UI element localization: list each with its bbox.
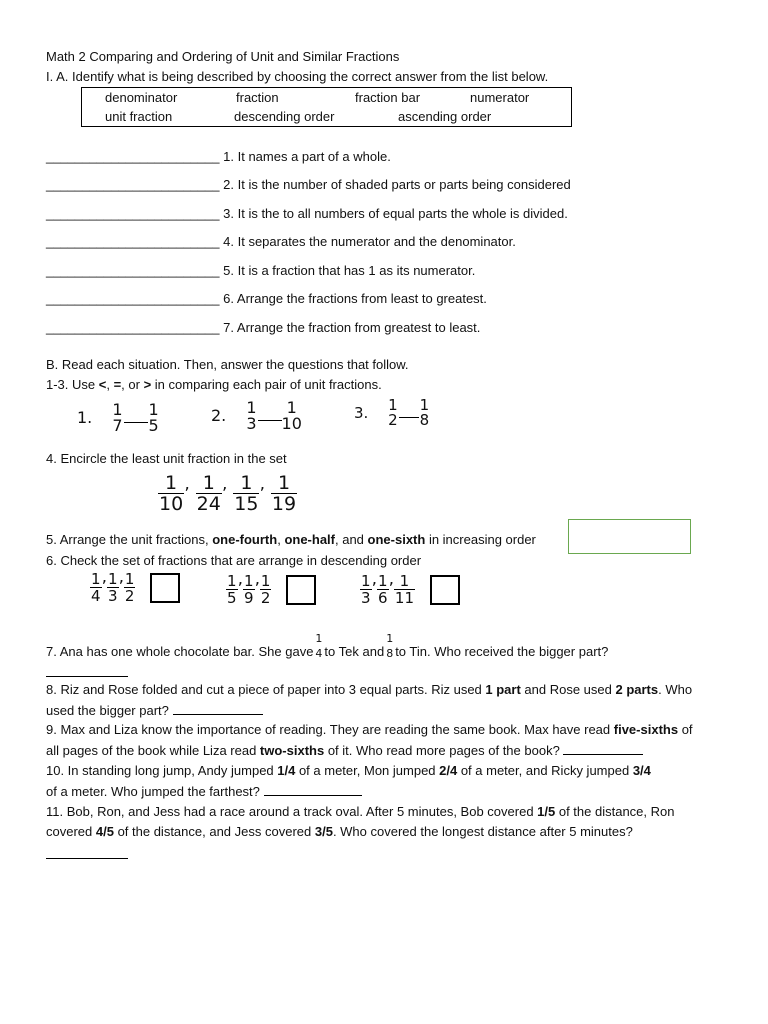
part-a-item-7 — [46, 320, 480, 335]
question-8-line-2: used the bigger part? — [46, 702, 263, 718]
denominator: 7 — [112, 416, 123, 435]
fraction[interactable]: $\frac{1}{24}$ — [196, 472, 221, 515]
numerator: 1 — [112, 400, 123, 419]
q6-checkbox-1[interactable] — [150, 573, 180, 603]
word-bank-item: ascending order — [398, 109, 492, 124]
answer-blank[interactable]: ________________________ — [46, 177, 220, 192]
answer-blank[interactable]: ________________________ — [46, 234, 220, 249]
part-a-item-5 — [46, 263, 475, 278]
q6-set-1: $\frac{1}{4}$ ’ $\frac{1}{3}$ ’ $\frac{1}{2}$ — [90, 572, 180, 604]
question-11-line-2: covered 4/5 of the distance, and Jess covered 3/5. Who covered the longest distance after 5 minutes? — [46, 824, 633, 839]
item-text: 2. It is the number of shaded parts or parts being considered — [223, 177, 571, 192]
answer-blank[interactable]: ________________________ — [46, 263, 220, 278]
fraction-one-fourth: 1 4 — [315, 632, 323, 660]
word-bank-item: fraction — [236, 90, 279, 105]
answer-blank[interactable]: ________________________ — [46, 149, 220, 164]
q9-answer-blank[interactable] — [563, 742, 643, 755]
question-7: 7. Ana has one whole chocolate bar. She gave 1 4 to Tek and 1 8 to Tin. Who received the bigger part? — [46, 632, 609, 660]
worksheet-title: Math 2 Comparing and Ordering of Unit and Similar Fractions — [46, 49, 400, 64]
word-bank-item: denominator — [105, 90, 178, 105]
question-9-line-2: all pages of the book while Liza read two-sixths of it. Who read more pages of the book? — [46, 742, 643, 758]
question-9: 9. Max and Liza know the importance of reading. They are reading the same book. Max have read five-sixths of — [46, 722, 693, 737]
question-11: 11. Bob, Ron, and Jess had a race around a track oval. After 5 minutes, Bob covered 1/5 of the distance, Ron — [46, 804, 675, 819]
part-a-item-4 — [46, 234, 516, 249]
q7-answer-blank[interactable] — [46, 662, 128, 680]
numerator: 1 — [246, 398, 257, 417]
answer-blank[interactable]: ________________________ — [46, 320, 220, 335]
compare-item-1: 1. 1 7 1 5 — [77, 400, 159, 435]
numerator: 1 — [286, 398, 297, 417]
compare-item-2: 2. 1 3 1 10 — [211, 398, 302, 433]
item-text: 5. It is a fraction that has 1 as its numerator. — [223, 263, 476, 278]
compare-item-3: 3. 1 2 1 8 — [354, 396, 430, 429]
comparison-blank[interactable] — [399, 417, 419, 418]
question-5: 5. Arrange the unit fractions, one-fourth, one-half, and one-sixth in increasing order — [46, 532, 536, 547]
denominator: 10 — [281, 414, 302, 433]
answer-blank[interactable]: ________________________ — [46, 206, 220, 221]
numerator: 1 — [148, 400, 159, 419]
numerator: 1 — [388, 396, 398, 414]
q11-answer-blank[interactable] — [46, 846, 128, 862]
comparison-blank[interactable] — [124, 422, 148, 423]
part-a-item-1 — [46, 149, 391, 164]
question-8: 8. Riz and Rose folded and cut a piece of paper into 3 equal parts. Riz used 1 part and Rose used 2 parts. Who — [46, 682, 693, 697]
part-a-item-3 — [46, 206, 568, 221]
part-a-instruction: I. A. Identify what is being described by choosing the correct answer from the list below. — [46, 69, 549, 84]
fraction[interactable]: $\frac{1}{15}$ — [234, 472, 259, 515]
word-bank-item: unit fraction — [105, 109, 173, 124]
fraction[interactable]: $\frac{1}{19}$ — [271, 472, 297, 515]
question-4: 4. Encircle the least unit fraction in the set — [46, 451, 287, 466]
q5-answer-box[interactable] — [568, 519, 691, 554]
numerator: 1 — [419, 396, 430, 414]
answer-blank[interactable]: ________________________ — [46, 291, 220, 306]
fraction-one-eighth: 1 8 — [386, 632, 394, 660]
denominator: 8 — [419, 411, 430, 429]
item-text: 6. Arrange the fractions from least to greatest. — [223, 291, 487, 306]
part-a-item-2 — [46, 177, 571, 192]
q4-fraction-set: $\frac{1}{10}$ ’ $\frac{1}{24}$ ’ $\frac{1}{15}$ ’ $\frac{1}{19}$ — [159, 472, 297, 515]
question-10-line-2: of a meter. Who jumped the farthest? — [46, 783, 362, 799]
q10-answer-blank[interactable] — [264, 783, 362, 796]
q6-checkbox-2[interactable] — [286, 575, 316, 605]
part-b-instruction: B. Read each situation. Then, answer the questions that follow. — [46, 357, 409, 372]
q6-checkbox-3[interactable] — [430, 575, 460, 605]
q6-set-3: $\frac{1}{3}$ ’ $\frac{1}{6}$ ’ $\frac{1}{11}$ — [360, 574, 460, 606]
part-a-item-6 — [46, 291, 487, 306]
item-text: 4. It separates the numerator and the denominator. — [223, 234, 516, 249]
word-bank-item: numerator — [470, 90, 530, 105]
question-10: 10. In standing long jump, Andy jumped 1/4 of a meter, Mon jumped 2/4 of a meter, and Ricky jumped 3/4 — [46, 763, 651, 778]
word-bank-item: fraction bar — [355, 90, 421, 105]
comparison-blank[interactable] — [258, 420, 282, 421]
item-text: 1. It names a part of a whole. — [223, 149, 391, 164]
item-text: 7. Arrange the fraction from greatest to least. — [223, 320, 481, 335]
denominator: 5 — [148, 416, 159, 435]
denominator: 3 — [246, 414, 257, 433]
item-text: 3. It is the to all numbers of equal parts the whole is divided. — [223, 206, 568, 221]
q8-answer-blank[interactable] — [173, 702, 263, 715]
question-6: 6. Check the set of fractions that are arrange in descending order — [46, 553, 422, 568]
q6-set-2: $\frac{1}{5}$ ’ $\frac{1}{9}$ ’ $\frac{1}{2}$ — [226, 574, 316, 606]
denominator: 2 — [388, 411, 398, 429]
compare-instruction: 1-3. Use <, =, or > in comparing each pair of unit fractions. — [46, 377, 382, 392]
fraction[interactable]: $\frac{1}{10}$ — [159, 472, 184, 515]
word-bank-item: descending order — [234, 109, 335, 124]
